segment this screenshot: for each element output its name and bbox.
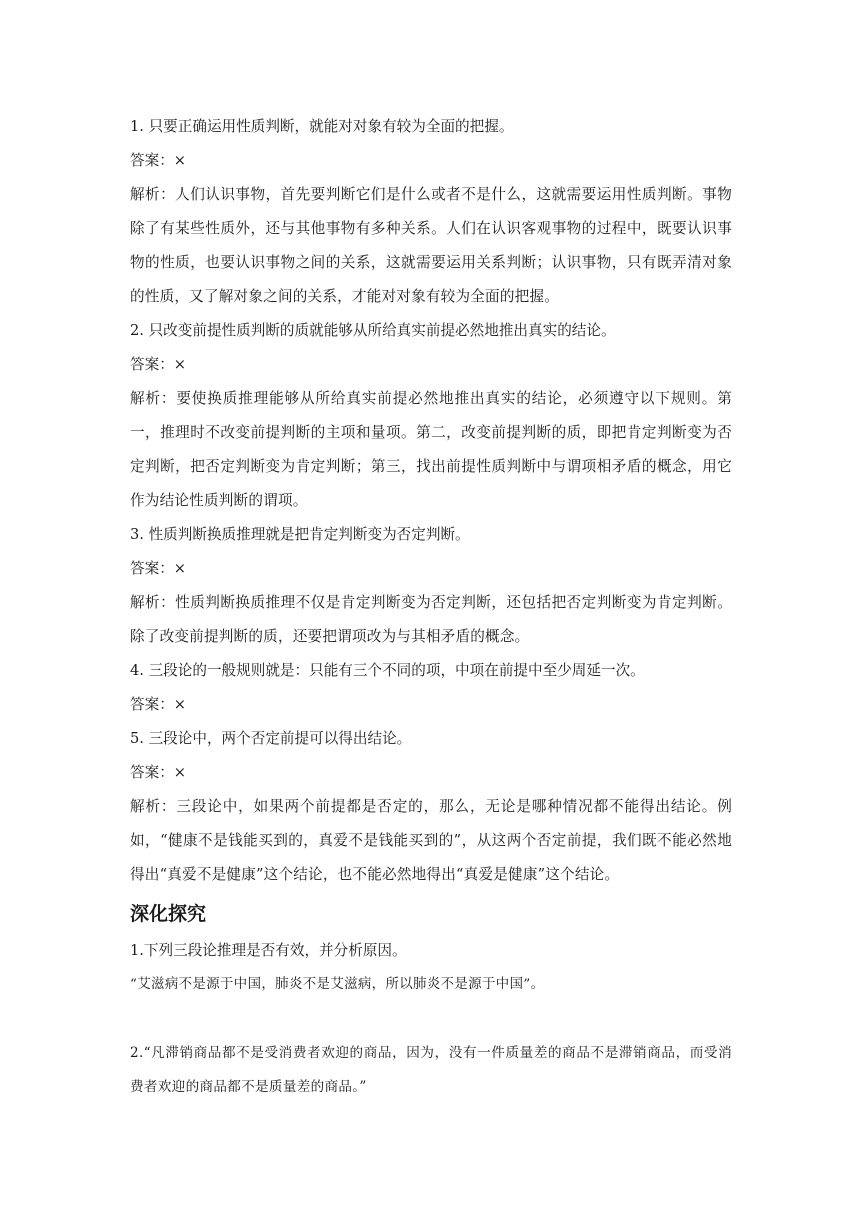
- answer-3: 答案：×: [130, 560, 187, 577]
- blank-space: [130, 1002, 732, 1036]
- explore-quote-1: “艾滋病不是源于中国，肺炎不是艾滋病，所以肺炎不是源于中国”。: [130, 977, 545, 992]
- analysis-3: 解析：性质判断换质推理不仅是肯定判断变为否定判断，还包括把否定判断变为肯定判断。除了改变前提判断的质，还要把谓项改为与其相矛盾的概念。: [130, 594, 732, 645]
- answer-2: 答案：×: [130, 356, 187, 373]
- explore-question-1: 1.下列三段论推理是否有效，并分析原因。: [130, 942, 407, 959]
- analysis-5: 解析：三段论中，如果两个前提都是否定的，那么，无论是哪种情况都不能得出结论。例如，“健康不是钱能买到的，真爱不是钱能买到的”，从这两个否定前提，我们既不能必然地得出“真爱不是健康”这个结论，也不能必然地得出“真爱是健康”这个结论。: [130, 798, 732, 883]
- question-2: 2. 只改变前提性质判断的质就能够从所给真实前提必然地推出真实的结论。: [130, 322, 616, 339]
- analysis-2: 解析：要使换质推理能够从所给真实前提必然地推出真实的结论，必须遵守以下规则。第一，推理时不改变前提判断的主项和量项。第二，改变前提判断的质，即把肯定判断变为否定判断，把否定判断变为肯定判断；第三，找出前提性质判断中与谓项相矛盾的概念，用它作为结论性质判断的谓项。: [130, 390, 732, 509]
- question-3: 3. 性质判断换质推理就是把肯定判断变为否定判断。: [130, 526, 470, 543]
- question-1: 1. 只要正确运用性质判断，就能对对象有较为全面的把握。: [130, 118, 514, 135]
- answer-4: 答案：×: [130, 696, 187, 713]
- answer-5: 答案：×: [130, 764, 187, 781]
- question-5: 5. 三段论中，两个否定前提可以得出结论。: [130, 730, 412, 747]
- question-4: 4. 三段论的一般规则就是：只能有三个不同的项，中项在前提中至少周延一次。: [130, 662, 645, 679]
- explore-question-2: 2.“凡滞销商品都不是受消费者欢迎的商品，因为，没有一件质量差的商品不是滞销商品，而受消费者欢迎的商品都不是质量差的商品。”: [130, 1045, 732, 1095]
- analysis-1: 解析：人们认识事物，首先要判断它们是什么或者不是什么，这就需要运用性质判断。事物除了有某些性质外，还与其他事物有多种关系。人们在认识客观事物的过程中，既要认识事物的性质，也要认识事物之间的关系，这就需要运用关系判断；认识事物，只有既弄清对象的性质，又了解对象之间的关系，才能对对象有较为全面的把握。: [130, 186, 732, 305]
- section-title: 深化探究: [130, 903, 207, 925]
- answer-1: 答案：×: [130, 152, 187, 169]
